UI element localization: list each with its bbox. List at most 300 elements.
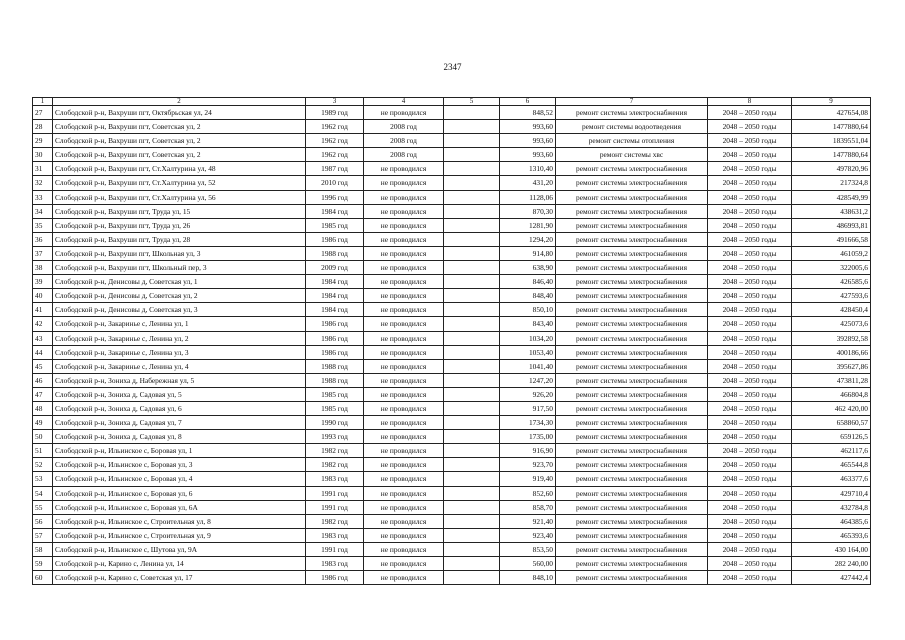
empty-cell [444,557,500,571]
year-cell: 1982 год [306,444,364,458]
period-cell: 2048 – 2050 годы [708,359,792,373]
area-cell: 848,10 [500,571,556,585]
last-repair-cell: не проводился [364,176,444,190]
row-number: 30 [33,148,53,162]
year-cell: 1991 год [306,542,364,556]
row-number: 43 [33,331,53,345]
empty-cell [444,303,500,317]
column-header-5: 5 [444,98,500,106]
period-cell: 2048 – 2050 годы [708,458,792,472]
work-type-cell: ремонт системы электроснабжения [556,401,708,415]
work-type-cell: ремонт системы электроснабжения [556,261,708,275]
cost-cell: 464385,6 [792,514,871,528]
cost-cell: 427654,08 [792,106,871,120]
area-cell: 1310,40 [500,162,556,176]
empty-cell [444,275,500,289]
work-type-cell: ремонт системы электроснабжения [556,528,708,542]
year-cell: 1983 год [306,472,364,486]
row-number: 51 [33,444,53,458]
empty-cell [444,218,500,232]
last-repair-cell: не проводился [364,416,444,430]
year-cell: 1985 год [306,218,364,232]
period-cell: 2048 – 2050 годы [708,416,792,430]
last-repair-cell: не проводился [364,401,444,415]
last-repair-cell: не проводился [364,190,444,204]
last-repair-cell: не проводился [364,571,444,585]
cost-cell: 497820,96 [792,162,871,176]
area-cell: 923,40 [500,528,556,542]
empty-cell [444,317,500,331]
area-cell: 1281,90 [500,218,556,232]
address-cell: Слободской р-н, Вахруши пгт, Советская ул, 2 [53,134,306,148]
period-cell: 2048 – 2050 годы [708,289,792,303]
row-number: 47 [33,387,53,401]
work-type-cell: ремонт системы электроснабжения [556,289,708,303]
last-repair-cell: не проводился [364,387,444,401]
period-cell: 2048 – 2050 годы [708,204,792,218]
work-type-cell: ремонт системы электроснабжения [556,303,708,317]
year-cell: 1991 год [306,486,364,500]
address-cell: Слободской р-н, Вахруши пгт, Труда ул, 26 [53,218,306,232]
area-cell: 638,90 [500,261,556,275]
empty-cell [444,486,500,500]
year-cell: 1984 год [306,275,364,289]
year-cell: 1986 год [306,317,364,331]
table-row [33,528,871,542]
empty-cell [444,528,500,542]
empty-cell [444,514,500,528]
table-row [33,458,871,472]
area-cell: 1294,20 [500,232,556,246]
period-cell: 2048 – 2050 годы [708,486,792,500]
last-repair-cell: не проводился [364,261,444,275]
year-cell: 1982 год [306,458,364,472]
table-row [33,359,871,373]
row-number: 29 [33,134,53,148]
area-cell: 843,40 [500,317,556,331]
row-number: 42 [33,317,53,331]
cost-cell: 473811,28 [792,373,871,387]
table-row [33,317,871,331]
row-number: 36 [33,232,53,246]
table-row [33,275,871,289]
area-cell: 926,20 [500,387,556,401]
address-cell: Слободской р-н, Денисовы д, Советская ул, 2 [53,289,306,303]
period-cell: 2048 – 2050 годы [708,430,792,444]
year-cell: 1989 год [306,106,364,120]
row-number: 28 [33,120,53,134]
address-cell: Слободской р-н, Ильинское с, Боровая ул, 4 [53,472,306,486]
area-cell: 846,40 [500,275,556,289]
area-cell: 852,60 [500,486,556,500]
cost-cell: 400186,66 [792,345,871,359]
work-type-cell: ремонт системы электроснабжения [556,514,708,528]
last-repair-cell: не проводился [364,275,444,289]
work-type-cell: ремонт системы электроснабжения [556,317,708,331]
table-row [33,289,871,303]
cost-cell: 322005,6 [792,261,871,275]
row-number: 56 [33,514,53,528]
period-cell: 2048 – 2050 годы [708,232,792,246]
year-cell: 1988 год [306,359,364,373]
table-row [33,500,871,514]
empty-cell [444,148,500,162]
area-cell: 993,60 [500,120,556,134]
cost-cell: 1839551,04 [792,134,871,148]
year-cell: 1984 год [306,204,364,218]
year-cell: 1988 год [306,246,364,260]
last-repair-cell: не проводился [364,289,444,303]
cost-cell: 486993,81 [792,218,871,232]
area-cell: 858,70 [500,500,556,514]
period-cell: 2048 – 2050 годы [708,331,792,345]
period-cell: 2048 – 2050 годы [708,176,792,190]
last-repair-cell: не проводился [364,528,444,542]
period-cell: 2048 – 2050 годы [708,120,792,134]
empty-cell [444,542,500,556]
address-cell: Слободской р-н, Вахруши пгт, Октябрьская ул, 24 [53,106,306,120]
year-cell: 1984 год [306,289,364,303]
year-cell: 1962 год [306,120,364,134]
year-cell: 1986 год [306,331,364,345]
address-cell: Слободской р-н, Зониха д, Садовая ул, 6 [53,401,306,415]
table-row [33,542,871,556]
cost-cell: 392892,58 [792,331,871,345]
area-cell: 917,50 [500,401,556,415]
empty-cell [444,120,500,134]
table-row [33,134,871,148]
empty-cell [444,359,500,373]
row-number: 55 [33,500,53,514]
last-repair-cell: не проводился [364,204,444,218]
last-repair-cell: не проводился [364,345,444,359]
last-repair-cell: не проводился [364,430,444,444]
table-row [33,303,871,317]
year-cell: 2009 год [306,261,364,275]
column-header-3: 3 [306,98,364,106]
work-type-cell: ремонт системы электроснабжения [556,246,708,260]
row-number: 57 [33,528,53,542]
area-cell: 870,30 [500,204,556,218]
cost-cell: 395627,86 [792,359,871,373]
work-type-cell: ремонт системы отопления [556,134,708,148]
work-type-cell: ремонт системы электроснабжения [556,458,708,472]
last-repair-cell: не проводился [364,317,444,331]
cost-cell: 428549,99 [792,190,871,204]
table-row [33,486,871,500]
empty-cell [444,345,500,359]
work-type-cell: ремонт системы электроснабжения [556,331,708,345]
year-cell: 1985 год [306,401,364,415]
address-cell: Слободской р-н, Зониха д, Садовая ул, 5 [53,387,306,401]
area-cell: 993,60 [500,148,556,162]
empty-cell [444,401,500,415]
last-repair-cell: не проводился [364,359,444,373]
last-repair-cell: не проводился [364,542,444,556]
row-number: 39 [33,275,53,289]
cost-cell: 1477880,64 [792,120,871,134]
last-repair-cell: не проводился [364,472,444,486]
work-type-cell: ремонт системы хвс [556,148,708,162]
row-number: 46 [33,373,53,387]
last-repair-cell: 2008 год [364,120,444,134]
cost-cell: 1477880,64 [792,148,871,162]
row-number: 35 [33,218,53,232]
address-cell: Слободской р-н, Вахруши пгт, Советская ул, 2 [53,148,306,162]
address-cell: Слободской р-н, Закаринье с, Ленина ул, 4 [53,359,306,373]
cost-cell: 465393,6 [792,528,871,542]
table-row [33,106,871,120]
year-cell: 1987 год [306,162,364,176]
row-number: 50 [33,430,53,444]
cost-cell: 217324,8 [792,176,871,190]
year-cell: 1985 год [306,387,364,401]
area-cell: 1734,30 [500,416,556,430]
empty-cell [444,232,500,246]
empty-cell [444,458,500,472]
last-repair-cell: не проводился [364,162,444,176]
work-type-cell: ремонт системы электроснабжения [556,232,708,246]
address-cell: Слободской р-н, Денисовы д, Советская ул, 3 [53,303,306,317]
table-row [33,148,871,162]
area-cell: 853,50 [500,542,556,556]
cost-cell: 429710,4 [792,486,871,500]
cost-cell: 463377,6 [792,472,871,486]
table-row [33,246,871,260]
work-type-cell: ремонт системы электроснабжения [556,204,708,218]
period-cell: 2048 – 2050 годы [708,303,792,317]
table-body [33,106,871,585]
address-cell: Слободской р-н, Вахруши пгт, Ст.Халтурина ул, 52 [53,176,306,190]
area-cell: 923,70 [500,458,556,472]
table-row [33,204,871,218]
address-cell: Слободской р-н, Ильинское с, Боровая ул, 3 [53,458,306,472]
row-number: 59 [33,557,53,571]
address-cell: Слободской р-н, Вахруши пгт, Школьный пер, 3 [53,261,306,275]
year-cell: 1983 год [306,528,364,542]
last-repair-cell: не проводился [364,557,444,571]
empty-cell [444,162,500,176]
row-number: 58 [33,542,53,556]
period-cell: 2048 – 2050 годы [708,373,792,387]
period-cell: 2048 – 2050 годы [708,514,792,528]
address-cell: Слободской р-н, Вахруши пгт, Ст.Халтурина ул, 48 [53,162,306,176]
address-cell: Слободской р-н, Ильинское с, Боровая ул, 6А [53,500,306,514]
table-row [33,430,871,444]
table-row [33,232,871,246]
period-cell: 2048 – 2050 годы [708,500,792,514]
last-repair-cell: не проводился [364,373,444,387]
year-cell: 1988 год [306,373,364,387]
work-type-cell: ремонт системы водоотведения [556,120,708,134]
column-header-4: 4 [364,98,444,106]
area-cell: 1053,40 [500,345,556,359]
work-type-cell: ремонт системы электроснабжения [556,444,708,458]
address-cell: Слободской р-н, Вахруши пгт, Труда ул, 28 [53,232,306,246]
empty-cell [444,387,500,401]
row-number: 34 [33,204,53,218]
address-cell: Слободской р-н, Закаринье с, Ленина ул, 1 [53,317,306,331]
address-cell: Слободской р-н, Карино с, Советская ул, 17 [53,571,306,585]
cost-cell: 461059,2 [792,246,871,260]
work-type-cell: ремонт системы электроснабжения [556,190,708,204]
work-type-cell: ремонт системы электроснабжения [556,500,708,514]
area-cell: 850,10 [500,303,556,317]
table-row [33,571,871,585]
area-cell: 1128,06 [500,190,556,204]
row-number: 41 [33,303,53,317]
last-repair-cell: не проводился [364,500,444,514]
last-repair-cell: не проводился [364,246,444,260]
cost-cell: 427442,4 [792,571,871,585]
work-type-cell: ремонт системы электроснабжения [556,430,708,444]
table-row [33,176,871,190]
cost-cell: 659126,5 [792,430,871,444]
last-repair-cell: не проводился [364,486,444,500]
row-number: 53 [33,472,53,486]
row-number: 32 [33,176,53,190]
row-number: 48 [33,401,53,415]
row-number: 33 [33,190,53,204]
row-number: 44 [33,345,53,359]
table-row [33,331,871,345]
period-cell: 2048 – 2050 годы [708,148,792,162]
area-cell: 1041,40 [500,359,556,373]
last-repair-cell: 2008 год [364,134,444,148]
register-table [32,97,871,585]
period-cell: 2048 – 2050 годы [708,387,792,401]
empty-cell [444,190,500,204]
address-cell: Слободской р-н, Зониха д, Садовая ул, 7 [53,416,306,430]
work-type-cell: ремонт системы электроснабжения [556,571,708,585]
address-cell: Слободской р-н, Ильинское с, Строительная ул, 8 [53,514,306,528]
cost-cell: 282 240,00 [792,557,871,571]
work-type-cell: ремонт системы электроснабжения [556,345,708,359]
row-number: 27 [33,106,53,120]
period-cell: 2048 – 2050 годы [708,246,792,260]
empty-cell [444,331,500,345]
address-cell: Слободской р-н, Ильинское с, Шутова ул, 9А [53,542,306,556]
cost-cell: 438631,2 [792,204,871,218]
last-repair-cell: 2008 год [364,148,444,162]
address-cell: Слободской р-н, Закаринье с, Ленина ул, 3 [53,345,306,359]
table-row [33,345,871,359]
work-type-cell: ремонт системы электроснабжения [556,162,708,176]
area-cell: 1247,20 [500,373,556,387]
empty-cell [444,106,500,120]
area-cell: 560,00 [500,557,556,571]
cost-cell: 426585,6 [792,275,871,289]
empty-cell [444,176,500,190]
year-cell: 1984 год [306,303,364,317]
empty-cell [444,416,500,430]
area-cell: 1034,20 [500,331,556,345]
empty-cell [444,134,500,148]
period-cell: 2048 – 2050 годы [708,401,792,415]
period-cell: 2048 – 2050 годы [708,317,792,331]
period-cell: 2048 – 2050 годы [708,275,792,289]
empty-cell [444,571,500,585]
period-cell: 2048 – 2050 годы [708,162,792,176]
empty-cell [444,373,500,387]
column-header-2: 2 [53,98,306,106]
column-header-6: 6 [500,98,556,106]
row-number: 60 [33,571,53,585]
last-repair-cell: не проводился [364,232,444,246]
address-cell: Слободской р-н, Денисовы д, Советская ул, 1 [53,275,306,289]
cost-cell: 465544,8 [792,458,871,472]
cost-cell: 491666,58 [792,232,871,246]
table-row [33,557,871,571]
period-cell: 2048 – 2050 годы [708,218,792,232]
work-type-cell: ремонт системы электроснабжения [556,387,708,401]
row-number: 38 [33,261,53,275]
empty-cell [444,246,500,260]
year-cell: 1983 год [306,557,364,571]
period-cell: 2048 – 2050 годы [708,444,792,458]
cost-cell: 432784,8 [792,500,871,514]
address-cell: Слободской р-н, Вахруши пгт, Советская ул, 2 [53,120,306,134]
row-number: 31 [33,162,53,176]
year-cell: 1962 год [306,134,364,148]
address-cell: Слободской р-н, Ильинское с, Строительная ул, 9 [53,528,306,542]
cost-cell: 427593,6 [792,289,871,303]
address-cell: Слободской р-н, Зониха д, Садовая ул, 8 [53,430,306,444]
last-repair-cell: не проводился [364,458,444,472]
year-cell: 1991 год [306,500,364,514]
year-cell: 1986 год [306,571,364,585]
table-row [33,190,871,204]
address-cell: Слободской р-н, Ильинское с, Боровая ул, 1 [53,444,306,458]
last-repair-cell: не проводился [364,444,444,458]
address-cell: Слободской р-н, Закаринье с, Ленина ул, 2 [53,331,306,345]
row-number: 54 [33,486,53,500]
row-number: 45 [33,359,53,373]
table-row [33,120,871,134]
column-header-7: 7 [556,98,708,106]
column-header-8: 8 [708,98,792,106]
work-type-cell: ремонт системы электроснабжения [556,275,708,289]
table-row [33,218,871,232]
address-cell: Слободской р-н, Вахруши пгт, Труда ул, 15 [53,204,306,218]
work-type-cell: ремонт системы электроснабжения [556,472,708,486]
area-cell: 993,60 [500,134,556,148]
area-cell: 921,40 [500,514,556,528]
work-type-cell: ремонт системы электроснабжения [556,176,708,190]
address-cell: Слободской р-н, Зониха д, Набережная ул, 5 [53,373,306,387]
year-cell: 1986 год [306,232,364,246]
empty-cell [444,261,500,275]
year-cell: 1982 год [306,514,364,528]
table-row [33,472,871,486]
row-number: 37 [33,246,53,260]
empty-cell [444,204,500,218]
work-type-cell: ремонт системы электроснабжения [556,486,708,500]
last-repair-cell: не проводился [364,106,444,120]
cost-cell: 658860,57 [792,416,871,430]
last-repair-cell: не проводился [364,514,444,528]
table-row [33,162,871,176]
work-type-cell: ремонт системы электроснабжения [556,557,708,571]
table-row [33,261,871,275]
year-cell: 1986 год [306,345,364,359]
table-row [33,387,871,401]
period-cell: 2048 – 2050 годы [708,106,792,120]
table-row [33,373,871,387]
cost-cell: 430 164,00 [792,542,871,556]
year-cell: 1993 год [306,430,364,444]
table-row [33,514,871,528]
